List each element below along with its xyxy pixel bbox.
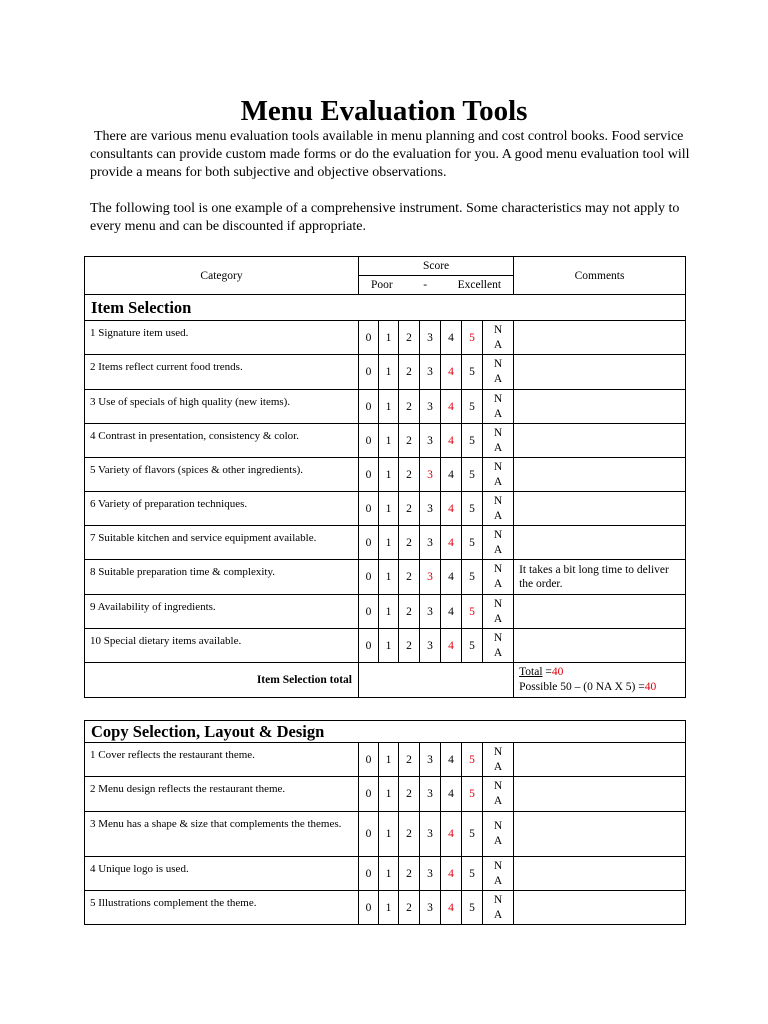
item-row xyxy=(85,857,686,891)
na-letter-a: A xyxy=(493,874,503,887)
score-option-0[interactable]: 0 xyxy=(359,321,379,355)
score-option-na[interactable] xyxy=(483,355,514,390)
score-option-3[interactable]: 3 xyxy=(420,812,441,857)
score-option-na[interactable] xyxy=(483,424,514,458)
item-row xyxy=(85,321,686,355)
score-option-na[interactable] xyxy=(483,629,514,663)
score-option-3[interactable]: 3 xyxy=(420,321,441,355)
score-option-2[interactable]: 2 xyxy=(399,355,420,390)
na-letter-a: A xyxy=(493,578,503,590)
item-label: 10 Special dietary items available. xyxy=(85,629,359,663)
score-option-2[interactable]: 2 xyxy=(399,321,420,355)
score-option-na[interactable] xyxy=(483,458,514,492)
score-option-2[interactable]: 2 xyxy=(399,560,420,595)
score-option-1[interactable]: 1 xyxy=(379,891,399,925)
possible-value: 40 xyxy=(644,681,657,693)
item-comment[interactable] xyxy=(514,595,686,629)
item-row xyxy=(85,355,686,390)
na-letter-a: A xyxy=(493,835,503,847)
na-letter-a: A xyxy=(493,441,503,454)
score-option-4-selected[interactable]: 4 xyxy=(441,629,462,663)
section-total-score-cell xyxy=(359,663,514,698)
score-option-0[interactable]: 0 xyxy=(359,560,379,595)
header-scale xyxy=(359,276,514,295)
item-row xyxy=(85,812,686,857)
score-option-2[interactable]: 2 xyxy=(399,777,420,812)
item-comment[interactable] xyxy=(514,857,686,891)
item-label: 7 Suitable kitchen and service equipment available. xyxy=(85,526,359,560)
score-option-3[interactable]: 3 xyxy=(420,777,441,812)
score-option-0[interactable]: 0 xyxy=(359,777,379,812)
na-letter-n: N xyxy=(493,494,503,507)
item-comment[interactable] xyxy=(514,891,686,925)
section-total-values xyxy=(514,663,686,698)
score-option-3[interactable]: 3 xyxy=(420,424,441,458)
item-row xyxy=(85,629,686,663)
score-option-4-selected[interactable]: 4 xyxy=(441,526,462,560)
score-option-4-selected[interactable]: 4 xyxy=(441,857,462,891)
score-option-na[interactable] xyxy=(483,743,514,777)
score-option-na[interactable] xyxy=(483,526,514,560)
score-option-0[interactable]: 0 xyxy=(359,458,379,492)
item-selection-rows xyxy=(85,321,686,663)
score-option-2[interactable]: 2 xyxy=(399,458,420,492)
na-letter-n: N xyxy=(493,426,503,439)
na-letter-a: A xyxy=(493,543,503,556)
score-option-5[interactable]: 5 xyxy=(462,355,483,390)
score-option-2[interactable]: 2 xyxy=(399,492,420,526)
item-label: 4 Unique logo is used. xyxy=(85,857,359,891)
item-comment[interactable] xyxy=(514,355,686,390)
score-option-1[interactable]: 1 xyxy=(379,629,399,663)
item-comment[interactable] xyxy=(514,492,686,526)
item-label: 5 Illustrations complement the theme. xyxy=(85,891,359,925)
score-option-1[interactable]: 1 xyxy=(379,595,399,629)
score-option-4[interactable]: 4 xyxy=(441,560,462,595)
na-letter-a: A xyxy=(493,760,503,773)
item-row xyxy=(85,492,686,526)
score-option-na[interactable] xyxy=(483,595,514,629)
score-option-0[interactable]: 0 xyxy=(359,390,379,424)
item-label: 8 Suitable preparation time & complexity. xyxy=(85,560,359,595)
score-option-5-selected[interactable]: 5 xyxy=(462,743,483,777)
na-letter-n: N xyxy=(493,392,503,405)
score-option-2[interactable]: 2 xyxy=(399,812,420,857)
item-comment[interactable] xyxy=(514,424,686,458)
score-option-na[interactable] xyxy=(483,891,514,925)
header-comments: Comments xyxy=(514,257,686,295)
score-option-3[interactable]: 3 xyxy=(420,526,441,560)
score-option-0[interactable]: 0 xyxy=(359,857,379,891)
total-value: 40 xyxy=(551,666,564,678)
score-option-4-selected[interactable]: 4 xyxy=(441,812,462,857)
score-option-0[interactable]: 0 xyxy=(359,812,379,857)
item-label: 3 Use of specials of high quality (new items). xyxy=(85,390,359,424)
score-option-5[interactable]: 5 xyxy=(462,560,483,595)
section-title: Copy Selection, Layout & Design xyxy=(85,721,686,743)
item-comment[interactable] xyxy=(514,743,686,777)
na-letter-a: A xyxy=(493,908,503,921)
na-letter-n: N xyxy=(493,745,503,758)
score-option-4-selected[interactable]: 4 xyxy=(441,891,462,925)
item-label: 2 Items reflect current food trends. xyxy=(85,355,359,390)
score-option-0[interactable]: 0 xyxy=(359,629,379,663)
score-option-1[interactable]: 1 xyxy=(379,560,399,595)
score-option-2[interactable]: 2 xyxy=(399,743,420,777)
score-option-2[interactable]: 2 xyxy=(399,629,420,663)
score-option-0[interactable]: 0 xyxy=(359,526,379,560)
score-option-1[interactable]: 1 xyxy=(379,458,399,492)
item-label: 6 Variety of preparation techniques. xyxy=(85,492,359,526)
header-excellent: Excellent xyxy=(457,279,502,291)
item-row xyxy=(85,560,686,595)
score-option-0[interactable]: 0 xyxy=(359,891,379,925)
score-option-2[interactable]: 2 xyxy=(399,891,420,925)
score-option-5[interactable]: 5 xyxy=(462,458,483,492)
score-option-5[interactable]: 5 xyxy=(462,891,483,925)
page-title: Menu Evaluation Tools xyxy=(240,95,528,127)
item-row xyxy=(85,458,686,492)
score-option-0[interactable]: 0 xyxy=(359,743,379,777)
score-option-1[interactable]: 1 xyxy=(379,424,399,458)
item-comment[interactable] xyxy=(514,777,686,812)
score-option-2[interactable]: 2 xyxy=(399,857,420,891)
na-letter-a: A xyxy=(493,509,503,522)
total-eq: = xyxy=(542,666,552,678)
section-total-label: Item Selection total xyxy=(85,663,359,698)
score-option-4-selected[interactable]: 4 xyxy=(441,390,462,424)
na-letter-a: A xyxy=(493,407,503,420)
score-option-3[interactable]: 3 xyxy=(420,492,441,526)
score-option-1[interactable]: 1 xyxy=(379,390,399,424)
score-option-1[interactable]: 1 xyxy=(379,355,399,390)
score-option-3[interactable]: 3 xyxy=(420,857,441,891)
item-comment[interactable] xyxy=(514,526,686,560)
na-letter-n: N xyxy=(493,528,503,541)
header-dash: - xyxy=(423,279,428,291)
score-option-3-selected[interactable]: 3 xyxy=(420,560,441,595)
item-comment[interactable] xyxy=(514,812,686,857)
copy-selection-rows xyxy=(85,743,686,925)
na-letter-n: N xyxy=(493,563,503,575)
score-option-3[interactable]: 3 xyxy=(420,891,441,925)
score-option-0[interactable]: 0 xyxy=(359,595,379,629)
score-option-1[interactable]: 1 xyxy=(379,812,399,857)
score-option-2[interactable]: 2 xyxy=(399,526,420,560)
score-option-3-selected[interactable]: 3 xyxy=(420,458,441,492)
na-letter-n: N xyxy=(493,820,503,832)
score-option-5[interactable]: 5 xyxy=(462,526,483,560)
score-option-2[interactable]: 2 xyxy=(399,390,420,424)
item-comment[interactable] xyxy=(514,458,686,492)
score-option-0[interactable]: 0 xyxy=(359,355,379,390)
na-letter-n: N xyxy=(493,358,503,370)
score-option-2[interactable]: 2 xyxy=(399,595,420,629)
score-option-1[interactable]: 1 xyxy=(379,321,399,355)
score-option-0[interactable]: 0 xyxy=(359,424,379,458)
score-option-5[interactable]: 5 xyxy=(462,390,483,424)
score-option-na[interactable] xyxy=(483,560,514,595)
item-row xyxy=(85,526,686,560)
na-letter-n: N xyxy=(493,893,503,906)
score-option-5[interactable]: 5 xyxy=(462,812,483,857)
score-option-4[interactable]: 4 xyxy=(441,458,462,492)
intro-paragraph-2: The following tool is one example of a comprehensive instrument. Some characteristics may not apply to every menu and can be discounted if appropriate. xyxy=(90,201,680,234)
score-option-4[interactable]: 4 xyxy=(441,777,462,812)
score-option-3[interactable]: 3 xyxy=(420,629,441,663)
intro-paragraph-1: There are various menu evaluation tools available in menu planning and cost control books. Food service consultants can provide custom made forms or do the evaluation for you. A good menu evaluation tool will provide a means for both subjective and objective observations. xyxy=(90,129,690,180)
item-comment[interactable] xyxy=(514,321,686,355)
score-option-na[interactable] xyxy=(483,812,514,857)
score-option-1[interactable]: 1 xyxy=(379,777,399,812)
section-title: Item Selection xyxy=(85,295,686,321)
header-poor: Poor xyxy=(371,279,393,291)
score-option-5[interactable]: 5 xyxy=(462,857,483,891)
na-letter-a: A xyxy=(493,612,503,625)
item-label: 2 Menu design reflects the restaurant theme. xyxy=(85,777,359,812)
score-option-2[interactable]: 2 xyxy=(399,424,420,458)
score-option-0[interactable]: 0 xyxy=(359,492,379,526)
na-letter-a: A xyxy=(493,475,503,488)
score-option-4-selected[interactable]: 4 xyxy=(441,424,462,458)
score-option-na[interactable] xyxy=(483,777,514,812)
score-option-1[interactable]: 1 xyxy=(379,743,399,777)
score-option-3[interactable]: 3 xyxy=(420,390,441,424)
score-option-5-selected[interactable]: 5 xyxy=(462,595,483,629)
score-option-na[interactable] xyxy=(483,492,514,526)
total-prefix: Total xyxy=(519,666,543,678)
item-label: 9 Availability of ingredients. xyxy=(85,595,359,629)
item-label: 3 Menu has a shape & size that complements the themes. xyxy=(85,812,359,857)
item-label: 1 Signature item used. xyxy=(85,321,359,355)
score-option-5[interactable]: 5 xyxy=(462,492,483,526)
intro-text xyxy=(90,128,690,236)
copy-selection-table xyxy=(84,720,686,925)
na-letter-n: N xyxy=(493,631,503,644)
score-option-4[interactable]: 4 xyxy=(441,743,462,777)
score-option-3[interactable]: 3 xyxy=(420,743,441,777)
score-option-4[interactable]: 4 xyxy=(441,595,462,629)
score-option-5[interactable]: 5 xyxy=(462,424,483,458)
possible-prefix: Possible 50 – (0 NA X 5) = xyxy=(519,681,645,693)
score-option-4-selected[interactable]: 4 xyxy=(441,355,462,390)
header-category: Category xyxy=(85,257,359,295)
na-letter-n: N xyxy=(493,597,503,610)
item-row xyxy=(85,595,686,629)
na-letter-n: N xyxy=(493,780,503,792)
item-row xyxy=(85,743,686,777)
score-option-1[interactable]: 1 xyxy=(379,526,399,560)
score-option-na[interactable] xyxy=(483,321,514,355)
item-selection-table xyxy=(84,256,686,698)
na-letter-a: A xyxy=(493,338,503,351)
item-label: 1 Cover reflects the restaurant theme. xyxy=(85,743,359,777)
score-option-na[interactable] xyxy=(483,390,514,424)
na-letter-n: N xyxy=(493,323,503,336)
item-row xyxy=(85,390,686,424)
score-option-na[interactable] xyxy=(483,857,514,891)
score-option-4-selected[interactable]: 4 xyxy=(441,492,462,526)
item-label: 5 Variety of flavors (spices & other ingredients). xyxy=(85,458,359,492)
header-score: Score xyxy=(359,257,514,276)
item-comment[interactable] xyxy=(514,629,686,663)
item-row xyxy=(85,777,686,812)
na-letter-n: N xyxy=(493,859,503,872)
item-comment[interactable]: It takes a bit long time to deliver the order. xyxy=(514,560,686,595)
score-option-5-selected[interactable]: 5 xyxy=(462,321,483,355)
na-letter-a: A xyxy=(493,373,503,385)
item-label: 4 Contrast in presentation, consistency & color. xyxy=(85,424,359,458)
na-letter-n: N xyxy=(493,460,503,473)
na-letter-a: A xyxy=(493,646,503,659)
score-option-1[interactable]: 1 xyxy=(379,857,399,891)
score-option-3[interactable]: 3 xyxy=(420,355,441,390)
score-option-4[interactable]: 4 xyxy=(441,321,462,355)
item-row xyxy=(85,891,686,925)
score-option-5[interactable]: 5 xyxy=(462,629,483,663)
item-comment[interactable] xyxy=(514,390,686,424)
score-option-1[interactable]: 1 xyxy=(379,492,399,526)
score-option-3[interactable]: 3 xyxy=(420,595,441,629)
score-option-5-selected[interactable]: 5 xyxy=(462,777,483,812)
na-letter-a: A xyxy=(493,795,503,807)
item-row xyxy=(85,424,686,458)
